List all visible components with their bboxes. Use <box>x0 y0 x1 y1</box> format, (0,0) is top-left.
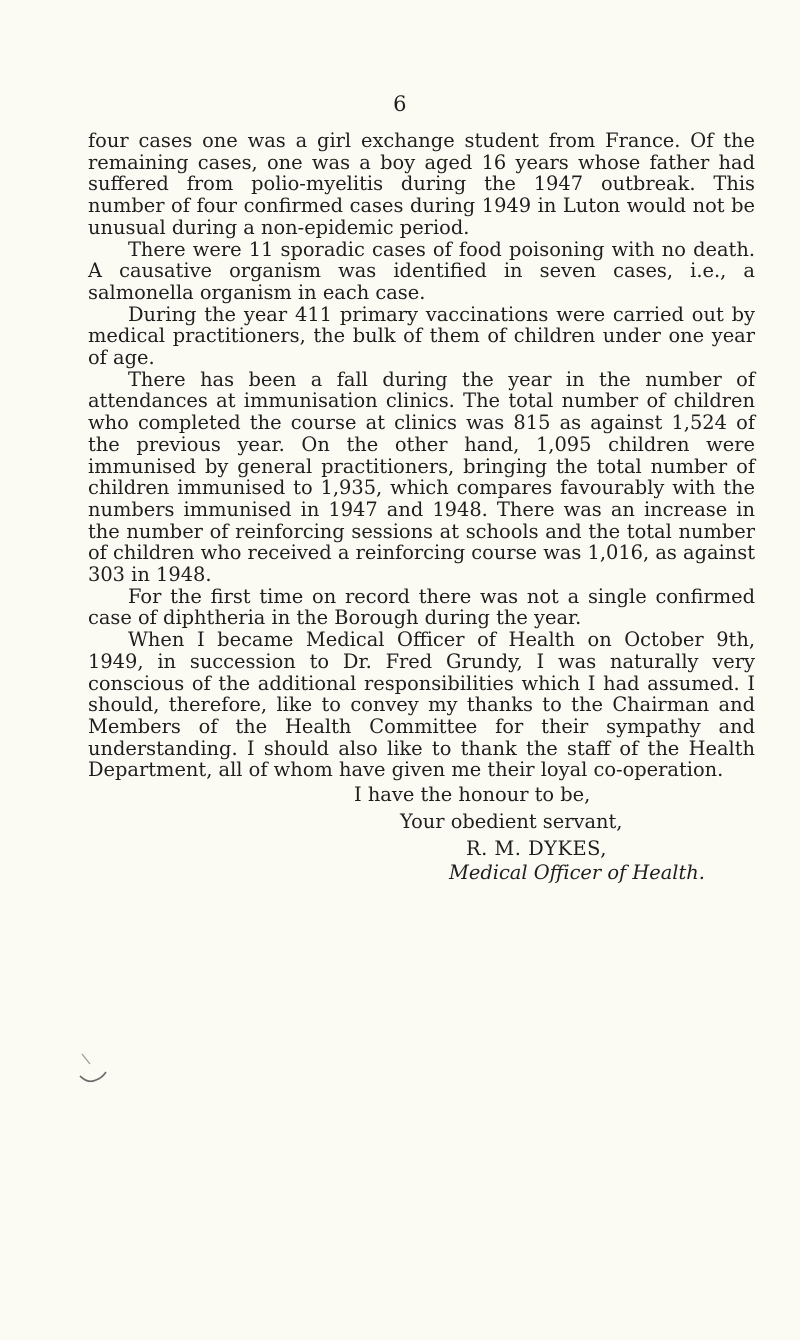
paragraph-vaccinations: During the year 411 primary vaccinations were carried out by medical practitioners, the bulk of them of children under one year of age. <box>88 302 755 370</box>
paragraph-immunisation: There has been a fall during the year in the number of attendances at immunisation clinics. The total number of children who completed the course at clinics was 815 as against 1,524 of the previous year. On the other hand, 1,095 children were immunised by general practitioners, bringing the total number of children immunised to 1,935, which compares favourably with the numbers immunised in 1947 and 1948. There was an increase in the number of reinforcing sessions at schools and the total number of children who received a reinforcing course was 1,016, as against 303 in 1948. <box>88 367 755 587</box>
paragraph-acknowledgements: When I became Medical Officer of Health on October 9th, 1949, in succession to Dr. Fred Grundy, I was naturally very conscious of the additional responsibilities which I had assumed. I should, therefore, like to convey my thanks to the Chairman and Members of the Health Committee for their sympathy and understanding. I should also like to thank the staff of the Health Department, all of whom have given me their loyal co-operation. <box>88 628 755 782</box>
signatory-name: R. M. DYKES, <box>466 837 607 860</box>
paragraph-food-poisoning: There were 11 sporadic cases of food poisoning with no death. A causative organism was identified in seven cases, i.e., a salmonella organism in each case. <box>88 237 755 304</box>
paragraph-polio-cases: four cases one was a girl exchange student from France. Of the remaining cases, one was a boy aged 16 years whose father had suffered from polio-myelitis during the 1947 outbreak. This number of four confirmed cases during 1949 in Luton would not be unusual during a non-epidemic period. <box>88 129 755 239</box>
closing-honour: I have the honour to be, <box>354 783 591 806</box>
scan-mark <box>78 1050 138 1090</box>
report-body <box>88 130 755 781</box>
page-number: 6 <box>393 92 407 116</box>
paragraph-diphtheria: For the first time on record there was not a single confirmed case of diphtheria in the Borough during the year. <box>88 584 755 630</box>
signatory-title: Medical Officer of Health. <box>449 861 705 884</box>
closing-servant: Your obedient servant, <box>400 810 623 833</box>
